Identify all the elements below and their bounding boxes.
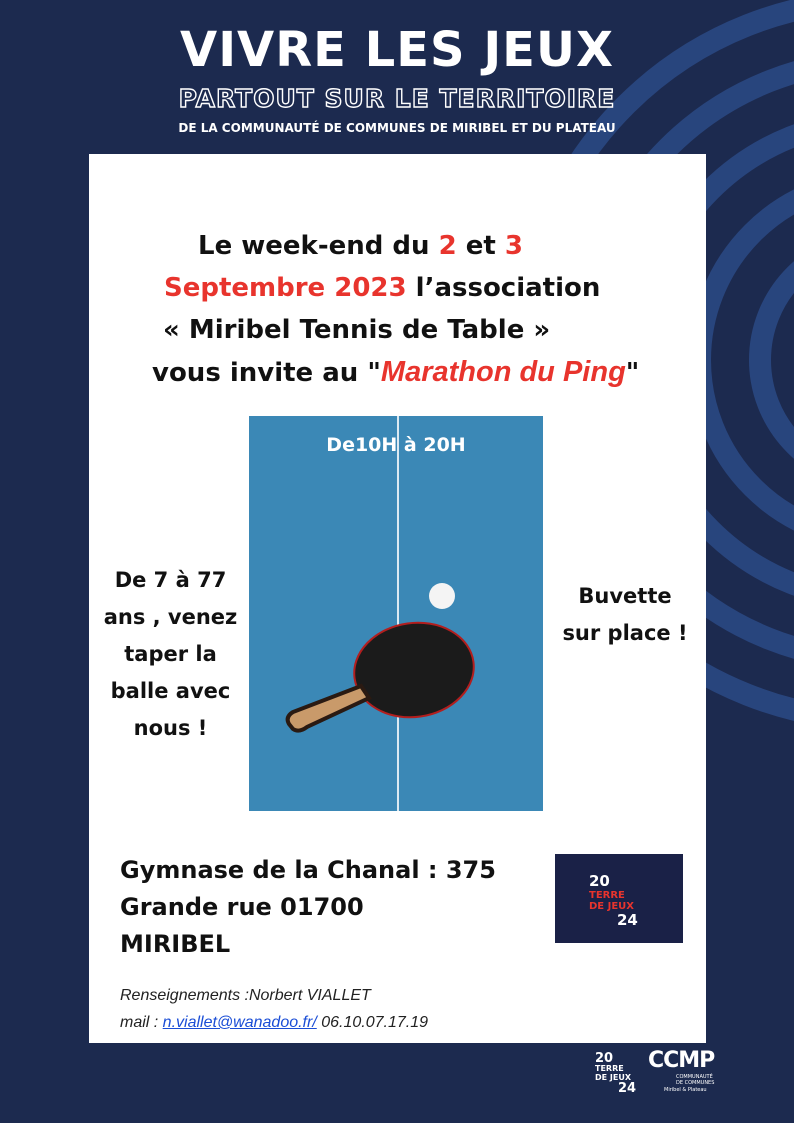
invitation-line-2	[164, 270, 600, 307]
community-line: DE LA COMMUNAUTÉ DE COMMUNES DE MIRIBEL ET DU PLATEAU	[178, 121, 616, 135]
event-name: Marathon du Ping	[380, 356, 626, 388]
terre-de-jeux-badge	[555, 854, 683, 943]
invitation-line-4	[152, 354, 639, 392]
footer-tdj-bottom: 24	[618, 1081, 637, 1096]
venue-address: Gymnase de la Chanal : 375 Grande rue 01700 MIRIBEL	[120, 856, 496, 958]
badge-line-1: TERRE	[589, 890, 625, 901]
refreshment-text: Buvette sur place !	[562, 584, 688, 645]
mail-label: mail :	[120, 1014, 163, 1031]
badge-number-top: 20	[589, 872, 610, 890]
flyer-panel	[89, 154, 706, 1043]
association-name: « Miribel Tennis de Table »	[163, 315, 551, 345]
ccmp-line-3: Miribel & Plateau	[664, 1087, 707, 1093]
event-day-2: 3	[504, 231, 523, 261]
ccmp-line-1: COMMUNAUTÉ	[676, 1074, 713, 1080]
phone-number: 06.10.07.17.19	[316, 1014, 428, 1031]
paddle-and-ball-icon	[249, 416, 543, 811]
invitation-text-1: Le week-end du	[198, 231, 439, 261]
invitation-text-4: vous invite au "	[152, 358, 381, 388]
invitation-text-3: l’association	[406, 273, 601, 303]
age-invitation-text: De 7 à 77 ans , venez taper la balle avec nous !	[103, 568, 238, 740]
ccmp-mark: CCMP	[648, 1048, 715, 1073]
ping-pong-photo	[249, 416, 543, 811]
opening-hours: De10H à 20H	[326, 434, 466, 456]
poster-subtitle: PARTOUT SUR LE TERRITOIRE	[178, 84, 616, 113]
contact-line	[120, 1009, 680, 1036]
contact-name: Renseignements :Norbert VIALLET	[120, 987, 371, 1004]
poster-title: VIVRE LES JEUX	[180, 22, 614, 78]
email-link[interactable]: n.viallet@wanadoo.fr/	[162, 1014, 317, 1031]
footer-tdj-line1: TERRE	[595, 1064, 624, 1073]
event-month-year: Septembre 2023	[164, 273, 407, 303]
ccmp-line-2: DE COMMUNES	[676, 1080, 715, 1086]
invitation-text-5: "	[625, 358, 640, 388]
footer-tdj-line2: DE JEUX	[595, 1073, 631, 1082]
badge-line-2: DE JEUX	[589, 901, 634, 912]
invitation-line-3	[163, 312, 550, 349]
badge-number-bottom: 24	[617, 911, 638, 929]
event-day-1: 2	[438, 231, 457, 261]
contact-info	[120, 982, 680, 1036]
invitation-text-2: et	[456, 231, 505, 261]
footer-tdj-top: 20	[595, 1051, 614, 1066]
invitation-line-1	[198, 228, 523, 265]
